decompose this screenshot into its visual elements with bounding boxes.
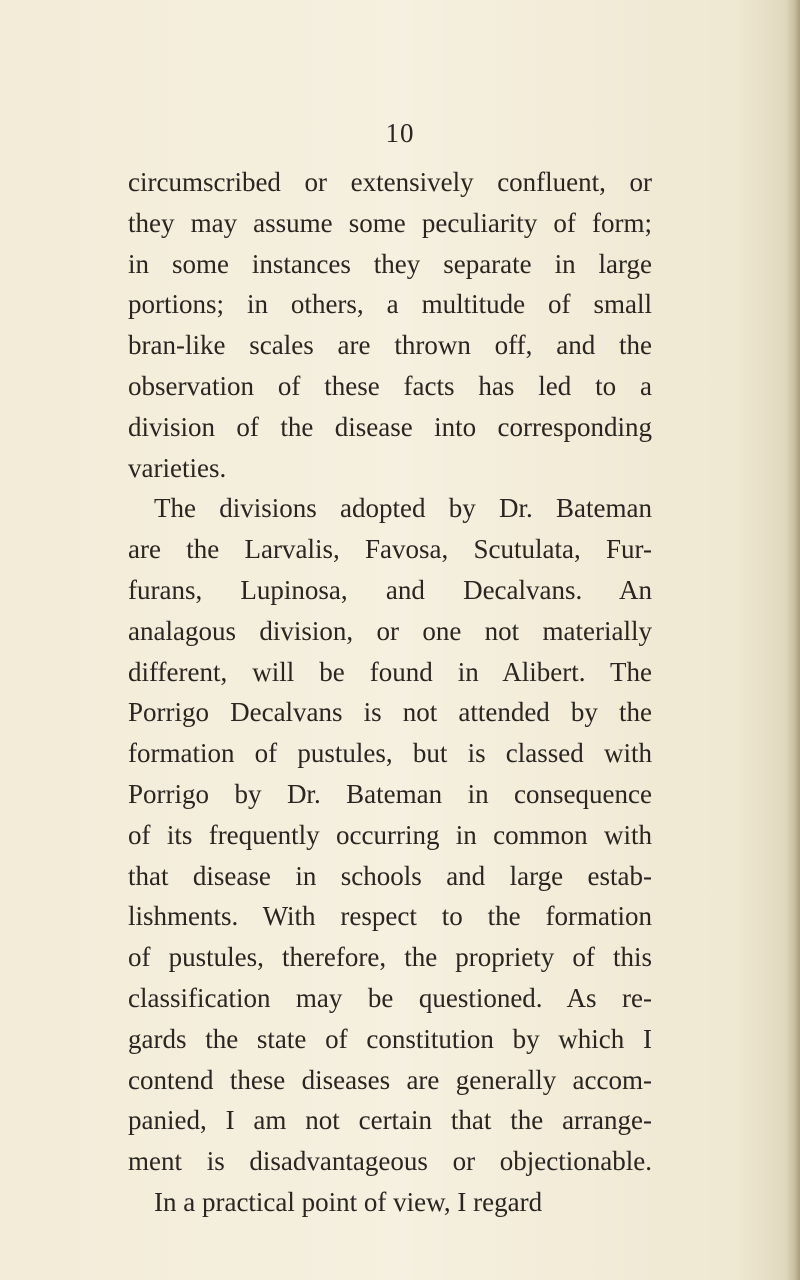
text-line: analagous division, or one not materially — [128, 615, 652, 646]
text-line: are the Larvalis, Favosa, Scutulata, Fur- — [128, 534, 652, 565]
text-line: panied, I am not certain that the arrange- — [128, 1105, 652, 1136]
text-line: gards the state of constitution by which I — [128, 1023, 652, 1054]
text-line: Porrigo by Dr. Bateman in consequence — [128, 778, 652, 809]
text-line: varieties. — [128, 452, 227, 483]
text-line: bran-like scales are thrown off, and the — [128, 330, 652, 361]
page-edge-shadow — [786, 0, 800, 1280]
text-line: classification may be questioned. As re- — [128, 982, 652, 1013]
text-line: different, will be found in Alibert. The — [128, 656, 652, 687]
body-text — [128, 162, 652, 1223]
text-line: ment is disadvantageous or objectionable. — [128, 1146, 652, 1177]
page-number: 10 — [385, 118, 415, 148]
text-line: division of the disease into corresponding — [128, 411, 652, 442]
text-line: circumscribed or extensively confluent, or — [128, 167, 652, 197]
text-line: formation of pustules, but is classed with — [128, 738, 652, 769]
text-line: of its frequently occurring in common with — [128, 819, 652, 850]
text-line: The divisions adopted by Dr. Bateman — [154, 493, 652, 524]
text-line: furans, Lupinosa, and Decalvans. An — [128, 574, 652, 605]
text-line: portions; in others, a multitude of small — [128, 289, 652, 320]
text-line: In a practical point of view, I regard — [154, 1186, 543, 1217]
text-line: they may assume some peculiarity of form; — [128, 207, 652, 238]
text-line: of pustules, therefore, the propriety of this — [128, 942, 652, 973]
text-line: Porrigo Decalvans is not attended by the — [128, 697, 652, 728]
text-line: contend these diseases are generally accom- — [128, 1064, 652, 1095]
text-line: that disease in schools and large estab- — [128, 860, 652, 891]
text-line: lishments. With respect to the formation — [128, 901, 652, 932]
text-line: in some instances they separate in large — [128, 248, 652, 279]
text-line: observation of these facts has led to a — [128, 370, 652, 401]
